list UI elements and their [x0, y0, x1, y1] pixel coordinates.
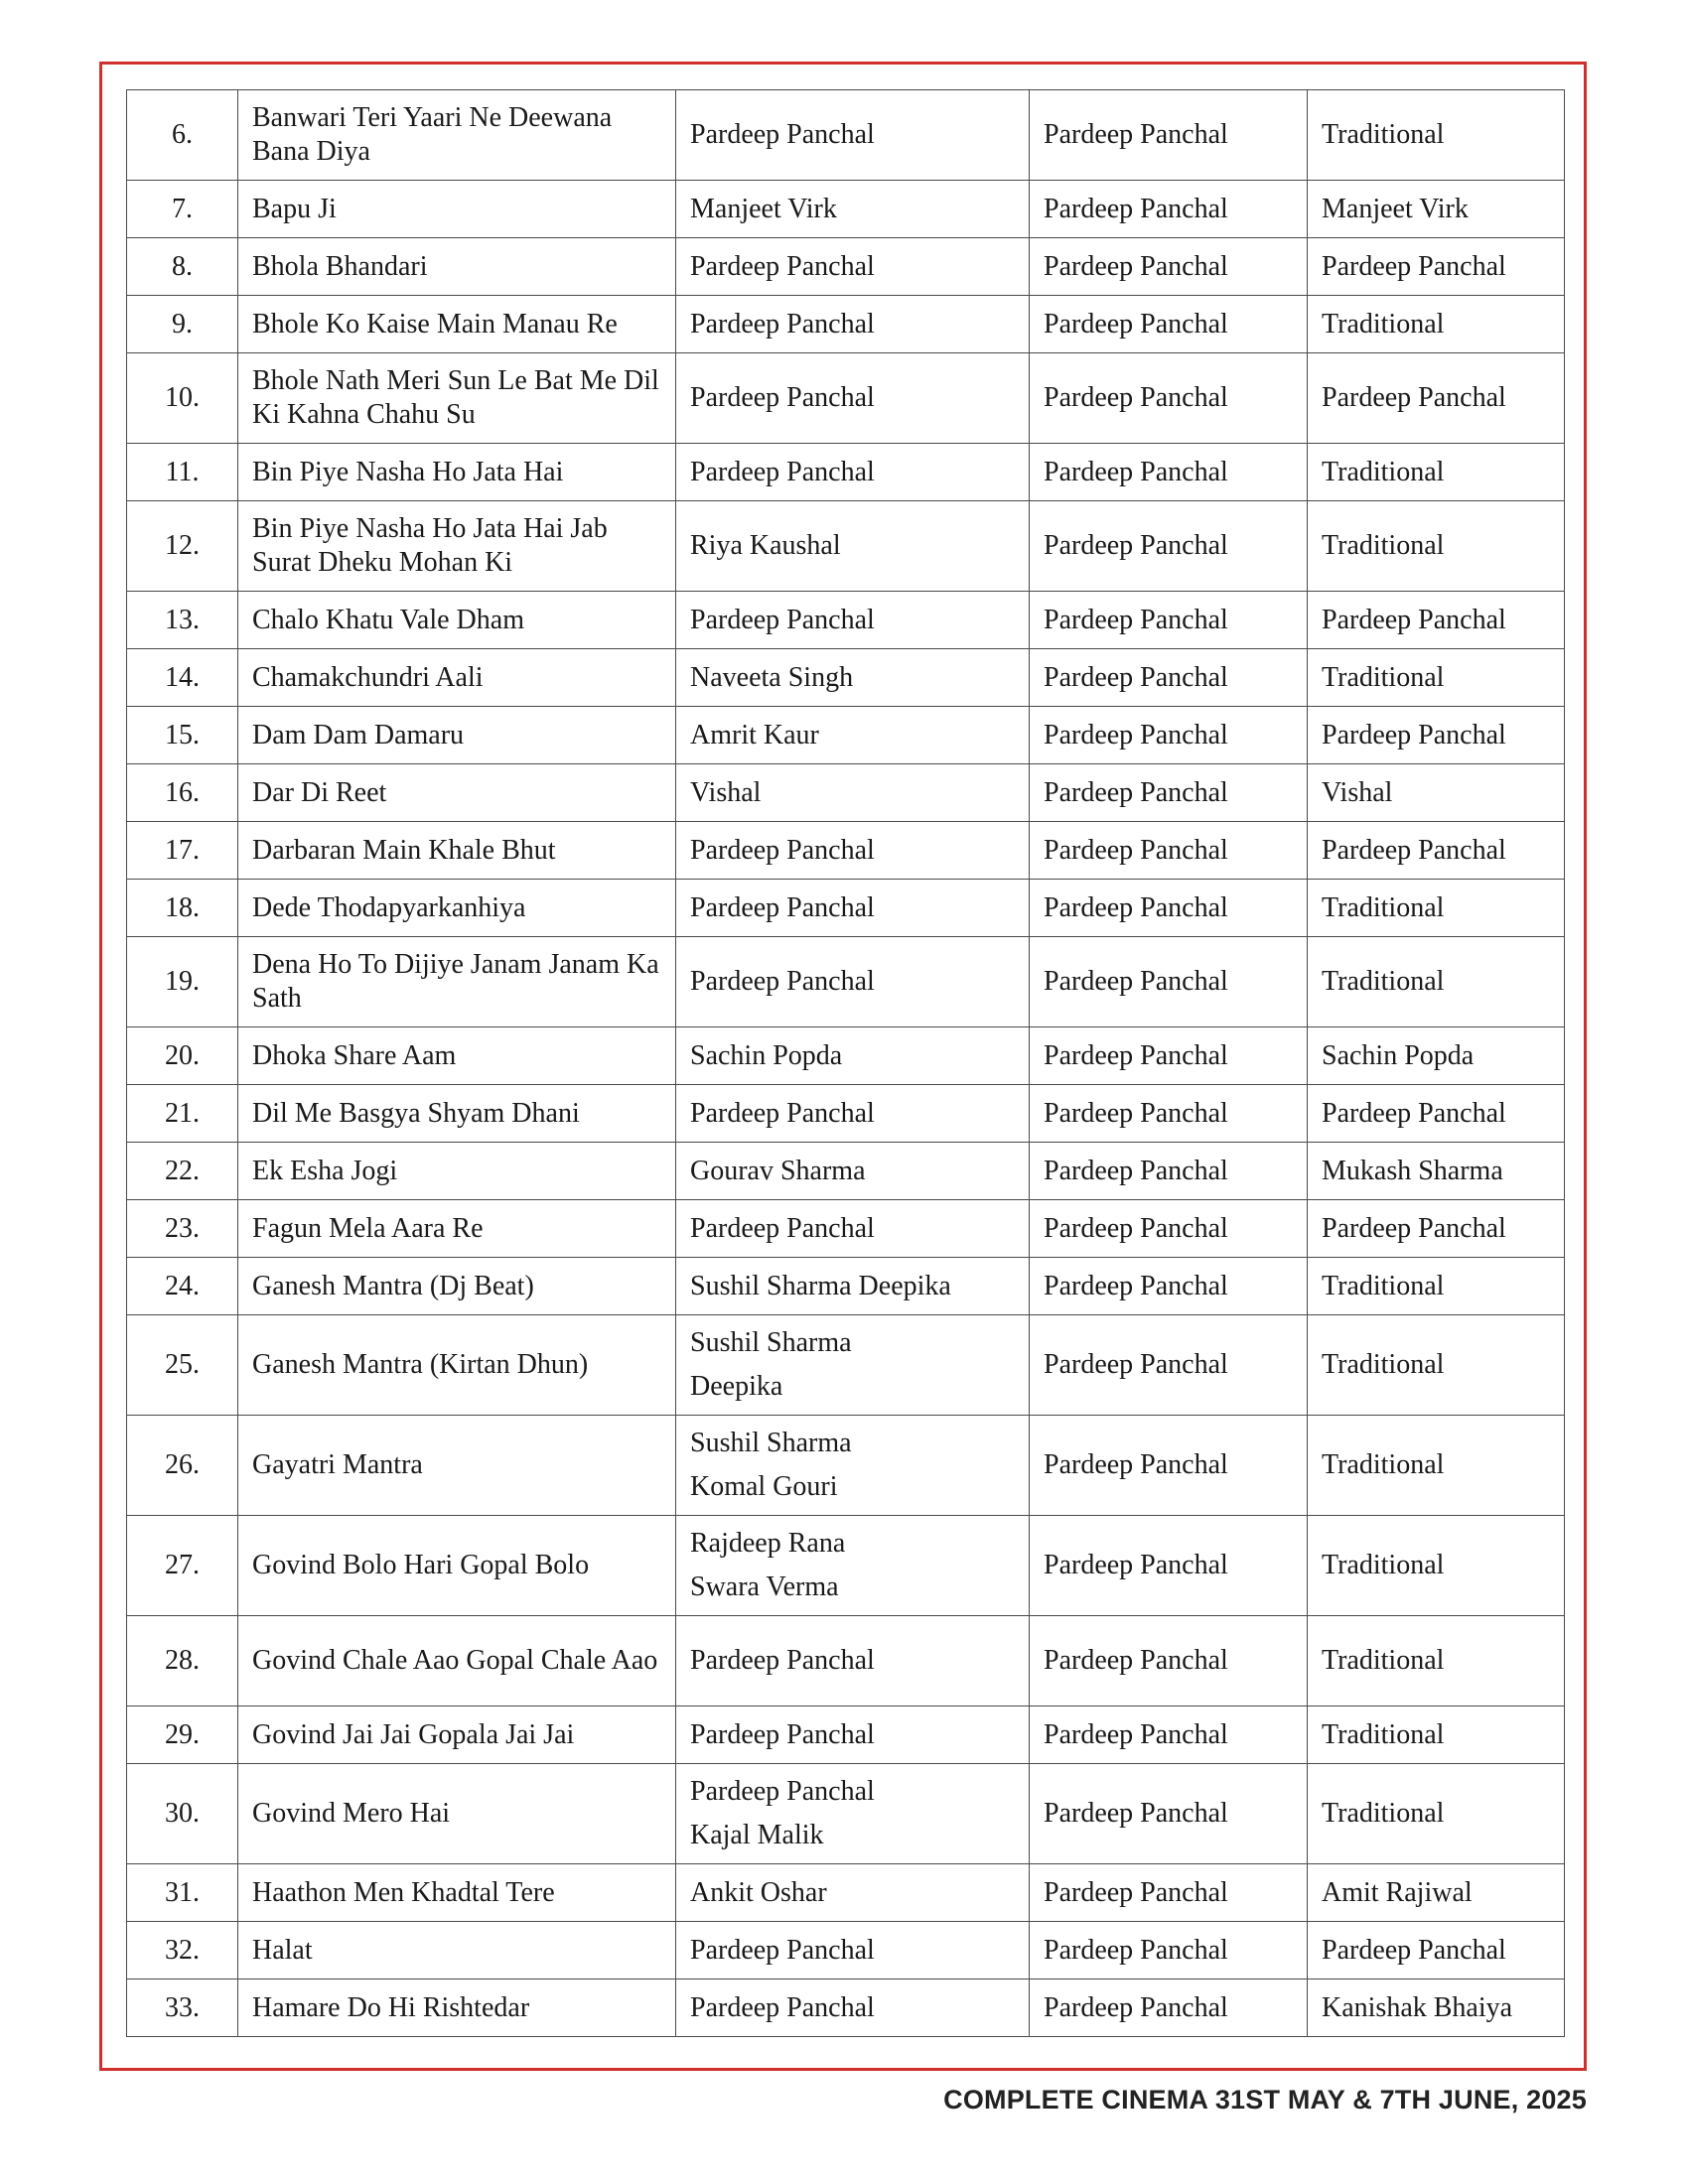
lyricist-name: Traditional — [1308, 1764, 1565, 1864]
row-number: 23. — [127, 1200, 238, 1258]
table-row — [127, 1764, 1565, 1864]
song-title: Gayatri Mantra — [238, 1416, 676, 1516]
song-title: Chalo Khatu Vale Dham — [238, 592, 676, 649]
singer-cell — [676, 1764, 1030, 1864]
song-title: Dil Me Basgya Shyam Dhani — [238, 1085, 676, 1143]
row-number: 31. — [127, 1864, 238, 1922]
singer-cell — [676, 592, 1030, 649]
song-title: Dam Dam Damaru — [238, 707, 676, 764]
singer-name: Pardeep Panchal — [690, 1776, 875, 1807]
lyricist-name: Traditional — [1308, 1315, 1565, 1416]
song-title: Ek Esha Jogi — [238, 1143, 676, 1200]
composer-name: Pardeep Panchal — [1030, 707, 1308, 764]
lyricist-name: Manjeet Virk — [1308, 181, 1565, 238]
singer-cell — [676, 238, 1030, 296]
singer-name: Pardeep Panchal — [690, 456, 875, 487]
singer-name: Swara Verma — [690, 1571, 839, 1602]
singer-name: Pardeep Panchal — [690, 250, 875, 282]
song-title: Ganesh Mantra (Kirtan Dhun) — [238, 1315, 676, 1416]
table-row — [127, 880, 1565, 937]
lyricist-name: Traditional — [1308, 1516, 1565, 1616]
table-row — [127, 937, 1565, 1027]
composer-name: Pardeep Panchal — [1030, 1922, 1308, 1979]
table-row — [127, 296, 1565, 353]
table-row — [127, 1027, 1565, 1085]
lyricist-name: Traditional — [1308, 1616, 1565, 1706]
row-number: 29. — [127, 1706, 238, 1764]
lyricist-name: Traditional — [1308, 1706, 1565, 1764]
row-number: 32. — [127, 1922, 238, 1979]
composer-name: Pardeep Panchal — [1030, 1315, 1308, 1416]
song-title: Bin Piye Nasha Ho Jata Hai — [238, 444, 676, 501]
singer-name: Deepika — [690, 1371, 783, 1402]
song-title: Dar Di Reet — [238, 764, 676, 822]
table-row — [127, 238, 1565, 296]
composer-name: Pardeep Panchal — [1030, 1516, 1308, 1616]
song-title: Govind Jai Jai Gopala Jai Jai — [238, 1706, 676, 1764]
singer-name: Vishal — [690, 776, 762, 808]
lyricist-name: Pardeep Panchal — [1308, 238, 1565, 296]
song-title: Halat — [238, 1922, 676, 1979]
singer-name: Pardeep Panchal — [690, 891, 875, 923]
singer-cell — [676, 649, 1030, 707]
composer-name: Pardeep Panchal — [1030, 1979, 1308, 2037]
song-title: Bhole Nath Meri Sun Le Bat Me Dil Ki Kahna Chahu Su — [238, 353, 676, 444]
singer-cell — [676, 880, 1030, 937]
row-number: 9. — [127, 296, 238, 353]
singer-name: Pardeep Panchal — [690, 604, 875, 635]
singer-cell — [676, 1616, 1030, 1706]
song-title: Darbaran Main Khale Bhut — [238, 822, 676, 880]
song-title: Bin Piye Nasha Ho Jata Hai Jab Surat Dheku Mohan Ki — [238, 501, 676, 592]
composer-name: Pardeep Panchal — [1030, 1258, 1308, 1315]
singer-cell — [676, 181, 1030, 238]
song-title: Bhole Ko Kaise Main Manau Re — [238, 296, 676, 353]
table-row — [127, 1315, 1565, 1416]
composer-name: Pardeep Panchal — [1030, 238, 1308, 296]
singer-name: Pardeep Panchal — [690, 1991, 875, 2023]
lyricist-name: Sachin Popda — [1308, 1027, 1565, 1085]
composer-name: Pardeep Panchal — [1030, 937, 1308, 1027]
row-number: 26. — [127, 1416, 238, 1516]
table-row — [127, 1979, 1565, 2037]
singer-name: Sushil Sharma — [690, 1327, 852, 1358]
composer-name: Pardeep Panchal — [1030, 501, 1308, 592]
composer-name: Pardeep Panchal — [1030, 90, 1308, 181]
lyricist-name: Traditional — [1308, 649, 1565, 707]
row-number: 22. — [127, 1143, 238, 1200]
composer-name: Pardeep Panchal — [1030, 444, 1308, 501]
table-row — [127, 764, 1565, 822]
singer-name: Pardeep Panchal — [690, 119, 875, 150]
table-row — [127, 90, 1565, 181]
row-number: 27. — [127, 1516, 238, 1616]
composer-name: Pardeep Panchal — [1030, 1764, 1308, 1864]
singer-name: Pardeep Panchal — [690, 1097, 875, 1129]
lyricist-name: Pardeep Panchal — [1308, 707, 1565, 764]
lyricist-name: Traditional — [1308, 296, 1565, 353]
singer-cell — [676, 1315, 1030, 1416]
song-title: Dena Ho To Dijiye Janam Janam Ka Sath — [238, 937, 676, 1027]
singer-cell — [676, 1706, 1030, 1764]
table-row — [127, 822, 1565, 880]
song-title: Dhoka Share Aam — [238, 1027, 676, 1085]
table-row — [127, 353, 1565, 444]
row-number: 17. — [127, 822, 238, 880]
song-credits-table — [126, 89, 1565, 2037]
lyricist-name: Traditional — [1308, 937, 1565, 1027]
song-title: Hamare Do Hi Rishtedar — [238, 1979, 676, 2037]
table-row — [127, 1085, 1565, 1143]
singer-cell — [676, 937, 1030, 1027]
row-number: 10. — [127, 353, 238, 444]
singer-name: Ankit Oshar — [690, 1876, 827, 1908]
page-footer: COMPLETE CINEMA 31ST MAY & 7TH JUNE, 2025 — [943, 2085, 1587, 2115]
lyricist-name: Kanishak Bhaiya — [1308, 1979, 1565, 2037]
singer-cell — [676, 1200, 1030, 1258]
lyricist-name: Traditional — [1308, 501, 1565, 592]
lyricist-name: Traditional — [1308, 1258, 1565, 1315]
composer-name: Pardeep Panchal — [1030, 1200, 1308, 1258]
composer-name: Pardeep Panchal — [1030, 1616, 1308, 1706]
composer-name: Pardeep Panchal — [1030, 1864, 1308, 1922]
table-row — [127, 1516, 1565, 1616]
singer-cell — [676, 1027, 1030, 1085]
row-number: 24. — [127, 1258, 238, 1315]
singer-name: Riya Kaushal — [690, 530, 841, 561]
singer-cell — [676, 822, 1030, 880]
lyricist-name: Vishal — [1308, 764, 1565, 822]
table-row — [127, 1864, 1565, 1922]
table-row — [127, 1200, 1565, 1258]
table-row — [127, 592, 1565, 649]
singer-cell — [676, 1085, 1030, 1143]
row-number: 13. — [127, 592, 238, 649]
lyricist-name: Pardeep Panchal — [1308, 1085, 1565, 1143]
composer-name: Pardeep Panchal — [1030, 1416, 1308, 1516]
song-title: Govind Bolo Hari Gopal Bolo — [238, 1516, 676, 1616]
row-number: 21. — [127, 1085, 238, 1143]
singer-cell — [676, 764, 1030, 822]
lyricist-name: Mukash Sharma — [1308, 1143, 1565, 1200]
table-row — [127, 1922, 1565, 1979]
row-number: 28. — [127, 1616, 238, 1706]
row-number: 25. — [127, 1315, 238, 1416]
table-row — [127, 1258, 1565, 1315]
song-title: Haathon Men Khadtal Tere — [238, 1864, 676, 1922]
lyricist-name: Traditional — [1308, 90, 1565, 181]
row-number: 11. — [127, 444, 238, 501]
table-row — [127, 501, 1565, 592]
singer-name: Pardeep Panchal — [690, 834, 875, 866]
lyricist-name: Traditional — [1308, 880, 1565, 937]
singer-cell — [676, 1258, 1030, 1315]
song-title: Banwari Teri Yaari Ne Deewana Bana Diya — [238, 90, 676, 181]
singer-name: Rajdeep Rana — [690, 1528, 846, 1559]
singer-cell — [676, 353, 1030, 444]
song-title: Bhola Bhandari — [238, 238, 676, 296]
lyricist-name: Traditional — [1308, 1416, 1565, 1516]
composer-name: Pardeep Panchal — [1030, 764, 1308, 822]
singer-name: Gourav Sharma — [690, 1155, 866, 1186]
composer-name: Pardeep Panchal — [1030, 353, 1308, 444]
row-number: 19. — [127, 937, 238, 1027]
lyricist-name: Amit Rajiwal — [1308, 1864, 1565, 1922]
song-title: Dede Thodapyarkanhiya — [238, 880, 676, 937]
table-row — [127, 1416, 1565, 1516]
song-title: Ganesh Mantra (Dj Beat) — [238, 1258, 676, 1315]
composer-name: Pardeep Panchal — [1030, 1706, 1308, 1764]
row-number: 18. — [127, 880, 238, 937]
table-row — [127, 1143, 1565, 1200]
singer-name: Manjeet Virk — [690, 193, 837, 224]
singer-cell — [676, 90, 1030, 181]
song-title: Govind Chale Aao Gopal Chale Aao — [238, 1616, 676, 1706]
singer-cell — [676, 1979, 1030, 2037]
composer-name: Pardeep Panchal — [1030, 181, 1308, 238]
singer-cell — [676, 1922, 1030, 1979]
table-row — [127, 649, 1565, 707]
lyricist-name: Pardeep Panchal — [1308, 592, 1565, 649]
composer-name: Pardeep Panchal — [1030, 1027, 1308, 1085]
table-row — [127, 1616, 1565, 1706]
table-row — [127, 181, 1565, 238]
singer-cell — [676, 1864, 1030, 1922]
lyricist-name: Pardeep Panchal — [1308, 1922, 1565, 1979]
singer-cell — [676, 501, 1030, 592]
singer-cell — [676, 444, 1030, 501]
row-number: 14. — [127, 649, 238, 707]
table-row — [127, 1706, 1565, 1764]
composer-name: Pardeep Panchal — [1030, 822, 1308, 880]
singer-name: Naveeta Singh — [690, 661, 854, 693]
row-number: 12. — [127, 501, 238, 592]
singer-cell — [676, 1516, 1030, 1616]
lyricist-name: Pardeep Panchal — [1308, 353, 1565, 444]
singer-name: Komal Gouri — [690, 1471, 838, 1502]
singer-name: Kajal Malik — [690, 1820, 824, 1850]
row-number: 33. — [127, 1979, 238, 2037]
row-number: 16. — [127, 764, 238, 822]
singer-name: Pardeep Panchal — [690, 1212, 875, 1244]
singer-name: Pardeep Panchal — [690, 966, 875, 997]
singer-name: Pardeep Panchal — [690, 308, 875, 340]
lyricist-name: Traditional — [1308, 444, 1565, 501]
singer-cell — [676, 1416, 1030, 1516]
composer-name: Pardeep Panchal — [1030, 1085, 1308, 1143]
composer-name: Pardeep Panchal — [1030, 649, 1308, 707]
singer-name: Sushil Sharma — [690, 1428, 852, 1458]
table-row — [127, 707, 1565, 764]
lyricist-name: Pardeep Panchal — [1308, 822, 1565, 880]
singer-cell — [676, 296, 1030, 353]
song-title: Bapu Ji — [238, 181, 676, 238]
singer-name: Sachin Popda — [690, 1039, 843, 1071]
row-number: 8. — [127, 238, 238, 296]
song-title: Chamakchundri Aali — [238, 649, 676, 707]
song-title: Govind Mero Hai — [238, 1764, 676, 1864]
singer-name: Pardeep Panchal — [690, 1718, 875, 1750]
singer-name: Amrit Kaur — [690, 719, 819, 751]
singer-name: Pardeep Panchal — [690, 382, 875, 413]
row-number: 7. — [127, 181, 238, 238]
singer-cell — [676, 1143, 1030, 1200]
row-number: 6. — [127, 90, 238, 181]
song-title: Fagun Mela Aara Re — [238, 1200, 676, 1258]
singer-name: Sushil Sharma Deepika — [690, 1270, 951, 1301]
composer-name: Pardeep Panchal — [1030, 880, 1308, 937]
table-row — [127, 444, 1565, 501]
table-body — [127, 90, 1565, 2037]
singer-name: Pardeep Panchal — [690, 1645, 875, 1676]
row-number: 20. — [127, 1027, 238, 1085]
composer-name: Pardeep Panchal — [1030, 592, 1308, 649]
singer-name: Pardeep Panchal — [690, 1934, 875, 1966]
lyricist-name: Pardeep Panchal — [1308, 1200, 1565, 1258]
composer-name: Pardeep Panchal — [1030, 296, 1308, 353]
row-number: 15. — [127, 707, 238, 764]
singer-cell — [676, 707, 1030, 764]
composer-name: Pardeep Panchal — [1030, 1143, 1308, 1200]
row-number: 30. — [127, 1764, 238, 1864]
